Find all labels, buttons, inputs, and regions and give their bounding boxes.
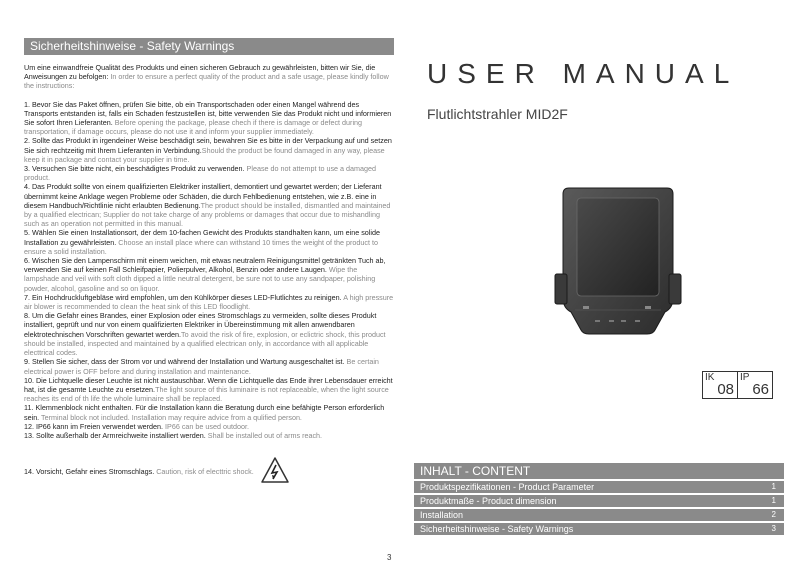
warning-item-2: 2. Sollte das Produkt in irgendeiner Weise beschädigt sein, bewahren Sie es bitte in der Verpackung auf und setzen Sie sich rechtzeitig mit Ihrem Lieferanten in Verbindung.Should the product be found damaged in any way, please keep it in package and contact your supplier in time.	[24, 136, 392, 164]
page-number: 3	[387, 553, 392, 562]
warning-item-14: 14. Vorsicht, Gefahr eines Stromschlags. Caution, risk of electtric shock.	[24, 456, 394, 486]
manual-subtitle: Flutlichtstrahler MID2F	[427, 106, 568, 122]
warning-item-11: 11. Klemmenblock nicht enthalten. Für die Installation kann die Beratung durch eine befähigte Person erforderlich sein. Terminal block not included. Installation may require advice from a qulified person.	[24, 403, 385, 422]
warning-item-9: 9. Stellen Sie sicher, dass der Strom vor und während der Installation und Wartung ausgeschaltet ist. Be certain electrical power is OFF before and during installation and maintenance.	[24, 357, 379, 376]
content-header: INHALT - CONTENT	[414, 463, 784, 479]
content-row[interactable]: Produktmaße - Product dimension 1	[414, 495, 784, 507]
ip-rating-badge	[737, 371, 773, 399]
floodlight-product-image	[553, 182, 683, 347]
warning-item-10: 10. Die Lichtquelle dieser Leuchte ist nicht austauschbar. Wenn die Lichtquelle das Ende ihrer Lebensdauer erreicht hat, ist die gesamte Leuchte zu ersetzen.The light source of this luminaire is not replaceable, when the light source reaches its end of th life the whole luminaire shall be replaced.	[24, 375, 393, 404]
warning-item-5: 5. Wählen Sie einen Installationsort, der dem 10-fachen Gewicht des Produkts standhalten kann, um eine solide Installation zu gewährleisten. Choose an install place where can withstand 10 times the weight of the product to ensure a solid installation.	[24, 228, 380, 256]
warning-item-8: 8. Um die Gefahr eines Brandes, einer Explosion oder eines Stromschlags zu vermeiden, sollte dieses Produkt installiert, geprüft und nur von einem qualifizierten Elektriker in Übereinstimmung mit allen anwendbaren elektrotechnischen Vorschriften gewartet werden.To avoid the risk of fire, explosion, or eclictric shock, this product should be installed, inspected and maintained by a qualified electrican only, in accordance with all applicable electtrical codes.	[24, 311, 386, 358]
safety-section	[24, 38, 394, 486]
content-row[interactable]: Installation 2	[414, 509, 784, 521]
warning-item-1: 1. Bevor Sie das Paket öffnen, prüfen Sie bitte, ob ein Transportschaden oder einen Mangel während des Transports entstanden ist, falls ein Schaden festzustellen ist, bitte verwenden Sie das Produkt nicht und informieren Sie sofort Ihren Lieferanten. Before opening the package, please chech if there is damage or defect during transportation, if damage occurs, please do not use it and inform your supplier immediately.	[24, 99, 392, 137]
table-of-contents	[414, 463, 784, 535]
warning-item-7: 7. Ein Hochdruckluftgebläse wird empfohlen, um den Kühlkörper dieses LED-Flutlichtes zu reinigen. A high pressure air blower is recommended to clean the heat sink of this LED floodlight.	[24, 292, 394, 312]
intro-paragraph: Um eine einwandfreie Qualität des Produkts und einen sicheren Gebrauch zu gewährleisten, bitten wir Sie, die Anweisungen zu befolgen: In order to ensure a perfect quality of the product and a safe usage, please kindly follow the instructions:	[24, 63, 389, 91]
ip-value: 66	[752, 381, 769, 398]
ip-label: IP	[740, 372, 750, 383]
ik-label: IK	[705, 372, 715, 383]
electric-shock-warning-icon	[260, 456, 290, 486]
warning-item-12: 12. IP66 kann im Freien verwendet werden. IP66 can be used outdoor.	[24, 421, 249, 431]
warning-item-6: 6. Wischen Sie den Lampenschirm mit einem weichen, mit etwas neutralem Reinigungsmittel getränkten Tuch ab, verwenden Sie auf keinen Fall Schleifpapier, Polierpulver, Alkohol, Benzin oder andere Laugen. Wipe the lampshade and veil with soft cloth dipped a little neutral detergent, be sure not to use any sandpaper, polishing powder, alcohol, gasoline and so on liquor.	[24, 256, 386, 293]
warning-item-4: 4. Das Produkt sollte von einem qualifizierten Elektriker installiert, demontiert und gewartet werden; der Lieferant übernimmt keine Anklage wegen Probleme oder Schäden, die durch Fehlbedienung entstehen, wie z.B. eine in diesem Handbuch/Richtlinie nicht erlaubten Bedienung.The product should be installed, dismantled and maintained by a qualified electrican; Supplier do not take charge of any problems or damages that occur due to mishandling such as an operation not permitted in this manual.	[24, 182, 391, 229]
warning-item-3: 3. Versuchen Sie bitte nicht, ein beschädigtes Produkt zu verwenden. Please do not attempt to use a damaged product.	[24, 164, 377, 183]
ik-rating-badge	[702, 371, 738, 399]
content-row[interactable]: Sicherheitshinweise - Safety Warnings 3	[414, 523, 784, 535]
ik-value: 08	[717, 381, 734, 398]
manual-title: USER MANUAL	[427, 58, 740, 89]
warning-item-13: 13. Sollte außerhalb der Armreichweite installiert werden. Shall be installed out of arms reach.	[24, 430, 323, 440]
safety-body	[24, 63, 394, 486]
content-row[interactable]: Produktspezifikationen - Product Parameter 1	[414, 481, 784, 493]
safety-header: Sicherheitshinweise - Safety Warnings	[24, 38, 394, 55]
